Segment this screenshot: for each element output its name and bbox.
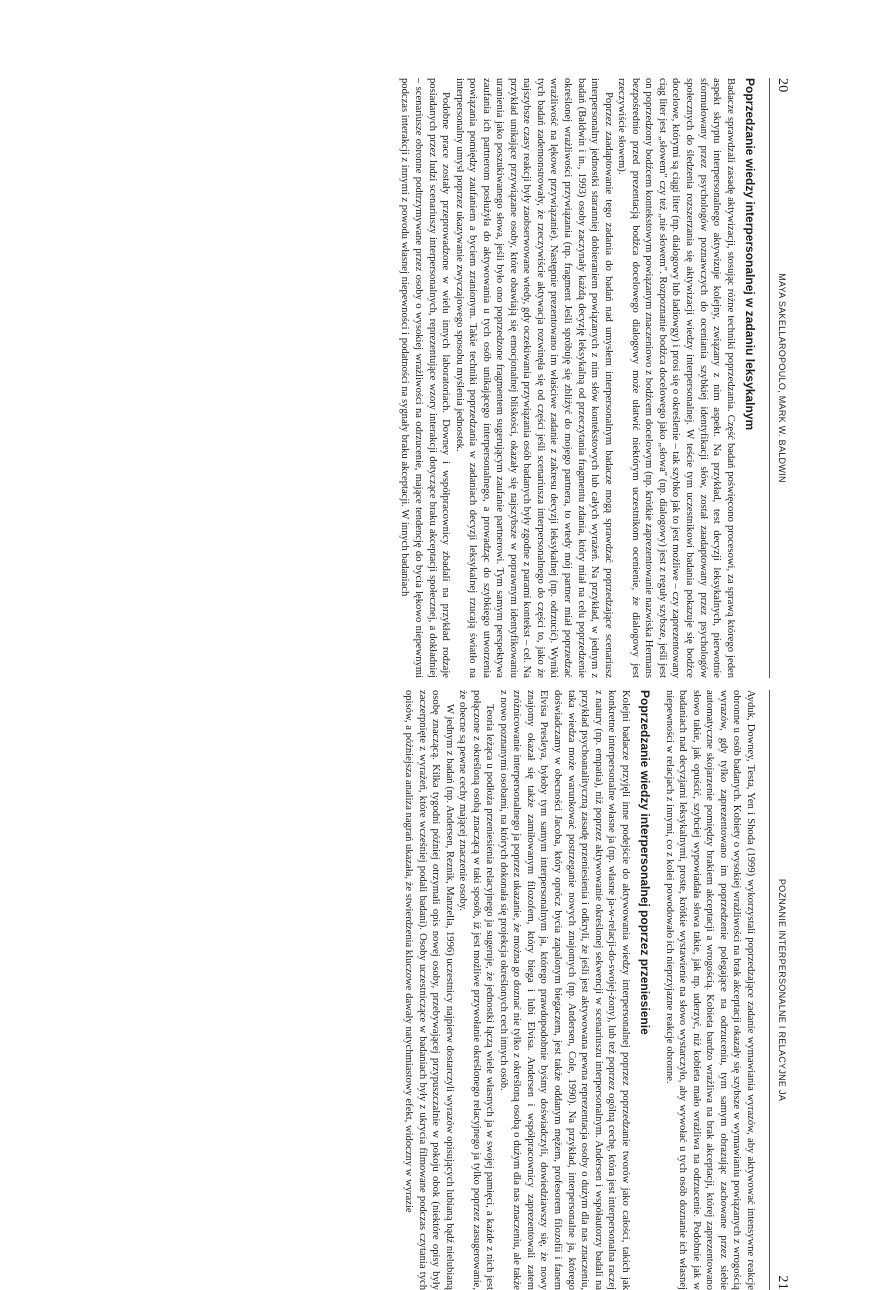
paragraph: Teoria leżąca u podłoża przeniesienia relacyjnego ja sugeruje, że jednostki łączą wiele własnych ja w swojej pamięci, a każde z nich jest połączone z określoną osobą znaczącą w taki sposób, iż jest możliwe przywołanie określonego relacyjnego ja tylko poprzez zasugerowanie, że obecne są pewne cechy mającej znaczenie osoby. (457, 690, 496, 1290)
running-head-right (769, 690, 790, 1290)
paragraph: Ayduk, Downey, Testa, Yen i Shoda (1999) wykorzystali poprzedzające zadanie wymawiania wyrazów, aby aktywować intensywne reakcje obronne u osób badanych. Kobiety o wysokiej wrażliwości na brak akceptacji okazały się szybsze w wymawianiu powiązanych z wrogością wyrazów, gdy tylko zaprezentowano im poprzedzenie polegające na odrzuceniu, tym samym obrazując zachowane przez siebie automatyczne skojarzenie pomiędzy brakiem akceptacji a wrogością. Kobieta bardzo wrażliwa na brak akceptacji, której zaprezentowano słowo takie, jak opuścić, szybciej wypowiadała słowa takie, jak np. uderzyć, niż kobieta mało wrażliwa na odrzucenie. Podobnie jak w badaniach nad decyzjami leksykalnymi, proste, krótkie wystawienie na słowo wystarczyło, aby wywołać u tych osób doznanie ich własnej niepewności w relacjach z innymi, co z kolei powodowało ich nieprzyjazne reakcje obronne. (663, 690, 756, 1290)
running-head-title: POZNANIE INTERPERSONALNE I RELACYJNE JA (777, 878, 787, 1102)
paragraph: Podobne prace zostały przeprowadzone w wielu innych laboratoriach. Downey i współpracownicy zbadali na przykład rodzaje posiadanych przez ludzi scenariuszy interpersonalnych, reprezentujące wzory interakcji dotyczące braku akceptacji społecznej, a dokładniej – scenariusze obronne podtrzymywane przez osoby o wysokiej wrażliwości na odrzucenie, mające tendencję do bycia lękowo niepewnymi podczas interakcji z innymi z powodu własnej niepewności i podatności na sygnały braku akceptacji. W innych badaniach (399, 78, 452, 678)
running-head-authors: MAYA SAKELLAROPOULO, MARK W. BALDWIN (777, 273, 787, 483)
paragraph: Badacze sprawdzali zasadę aktywizacji, stosując różne techniki poprzedzania. Część badań poświęcono procesowi, za sprawą którego jeden aspekt skryptu interpersonalnego aktywizuje kolejny, związany z nim aspekt. Na przykład, test decyzji leksykalnych, pierwotnie sformułowany przez psychologów poznawczych do oceniania szybkiej identyfikacji słów, został zaadaptowany przez psychologów społecznych do śledzenia rozszerzania się aktywizacji wiedzy interpersonalnej. W teście tym uczestnikowi badania pokazuje się bodźce docelowe, którymi są ciągi liter (np. dialogowy lub ladiowgy) i prosi się o określenie – tak szybko jak to jest możliwe – czy zaprezentowany ciąg liter jest „słowem" czy też „nie słowem". Rozpoznanie bodźca docelowego jako „słowa" (np. dialogowy) jest z reguły szybsze, jeśli jest on poprzedzony bodźcem kontekstowym powiązanym znaczeniowo z bodźcem docelowym (np. krótkie zaprezentowanie nazwiska Hermans bezpośrednio przed prezentacją bodźca docelowego dialogowy może ułatwić niektórym uczestnikom ocenienie, że dialogowy jest rzeczywiście słowem). (616, 78, 736, 678)
paragraph: W jednym z badań (np. Andersen, Reznik, Manzella, 1996) uczestnicy najpierw dostarczyli wyrazów opisujących lubianą bądź nielubianą osobę znaczącą. Kilka tygodni później otrzymali opis nowej osoby, przebywającej przypuszczalnie w pokoju obok (niektóre opisy były zaczerpnięte z wyrażeń, które wcześniej podali badani). Osoby uczestniczące w badaniach były z ukrycia filmowane podczas czytania tych opisów, a późniejsza analiza nagrań ukazała, że stwierdzenia kluczowe dawały natychmiastowy efekt, widoczny w wyrazie (403, 690, 455, 1290)
section-heading-transference: Poprzedzanie wiedzy interpersonalnej poprzez przeniesienie (638, 690, 653, 1035)
running-head-left (769, 78, 790, 678)
left-page (270, 78, 790, 678)
page-number-right: 21 (775, 1275, 790, 1290)
page-number-left: 20 (775, 78, 790, 93)
right-page (270, 690, 790, 1290)
paragraph: Kolejni badacze przyjęli inne podejście do aktywowania wiedzy interpersonalnej poprzez poprzedzanie tworów jako całości, takich jak konkretne interpersonalne własne ja (np. własne ja-w-relacji-do-swojej-żony), lub też poprzez ogólną cechę, która jest interpersonalna raczej z natury (np. empatia), niż poprzez aktywowanie określonej sekwencji w scenariuszu interpersonalnym. Andersen i współautorzy badali na przykład psychoanalityczną zasadę przeniesienia i odkryli, że jeśli jest aktywowana pewna reprezentacja osoby o dużym dla nas znaczeniu, taka wiedza może warunkować postrzeganie nowych znajomych (np. Andersen, Cole, 1990). Na przykład, interpersonalne ja, którego doświadczamy w obecności Jacoba, który oprócz bycia zapalonym biegaczem, jest także oddanym mężem, profesorem filozofii i fanem Elvisa Presleya, byłoby tym samym interpersonalnym ja, którego prawdopodobnie byśmy doświadczyli, dowiedziawszy się, że nowy znajomy okazał się także zamiłowanym filozofem, który biega i lubi Elvisa. Andersen i współpracownicy zaprezentowali zatem zróżnicowanie interpersonalnego ja poprzez ukazanie, że można go doznać nie tylko z określoną osobą o dużym dla nas znaczeniu, ale także z nowo poznanymi osobami, na których dokonała się projekcja określonych cech innych osób. (497, 690, 631, 1290)
paragraph: Poprzez zaadaptowanie tego zadania do badań nad umysłem interpersonalnym badacze mogą sprawdzać poprzedzające scenariusz interpersonalny jednostki staranniej dobieraniem powiązanych z nim słów kontekstowych lub całych wyrażeń. Na przykład, w jednym z badań (Baldwin i in., 1993) osoby zaczynały każdą decyzję leksykalną od przeczytania fragmentu zdania, który miał na celu poprzedzenie określonej wrażliwości przywiązania (np. fragment Jeśli spróbuję się zbliżyć do mojego partnera, to wtedy mój partner miał poprzedzać wrażliwość na lękowe przywiązanie). Następnie prezentowano im właściwe zadanie z zakresu decyzji leksykalnej (np. odrzucić). Wyniki tych badań zademonstrowały, że rzeczywiście aktywacja rozwinęła się od części jeśli scenariusza interpersonalnego do części to, jako że najszybsze czasy reakcji były zaobserwowane wtedy, gdy oczekiwania przywiązania osób badanych były zgodne z parami kontekst – cel. Na przykład unikające przywiązane osoby, które obawiają się emocjonalnej bliskości, okazały się najszybsze w poprawnym identyfikowaniu uranienia jako poszukiwanego słowa, jeśli było ono poprzedzone fragmentem sugerującym zaufanie partnerowi. Tym samym perspektywa zaufania ich partnerom posłużyła do aktywowania u tych osób unikającego interpersonalnego, a prowadząc do szybkiego utworzenia powiązania pomiędzy zaufaniem a byciem zranionym. Takie techniki poprzedzania w zadaniach decyzji leksykalnej rzucają światło na interpersonalny umysł poprzez ukazywanie zwyczajowego sposobu myślenia jednostek. (453, 78, 614, 678)
section-heading-lexical: Poprzedzanie wiedzy interpersonalnej w zadaniu leksykalnym (743, 78, 757, 431)
